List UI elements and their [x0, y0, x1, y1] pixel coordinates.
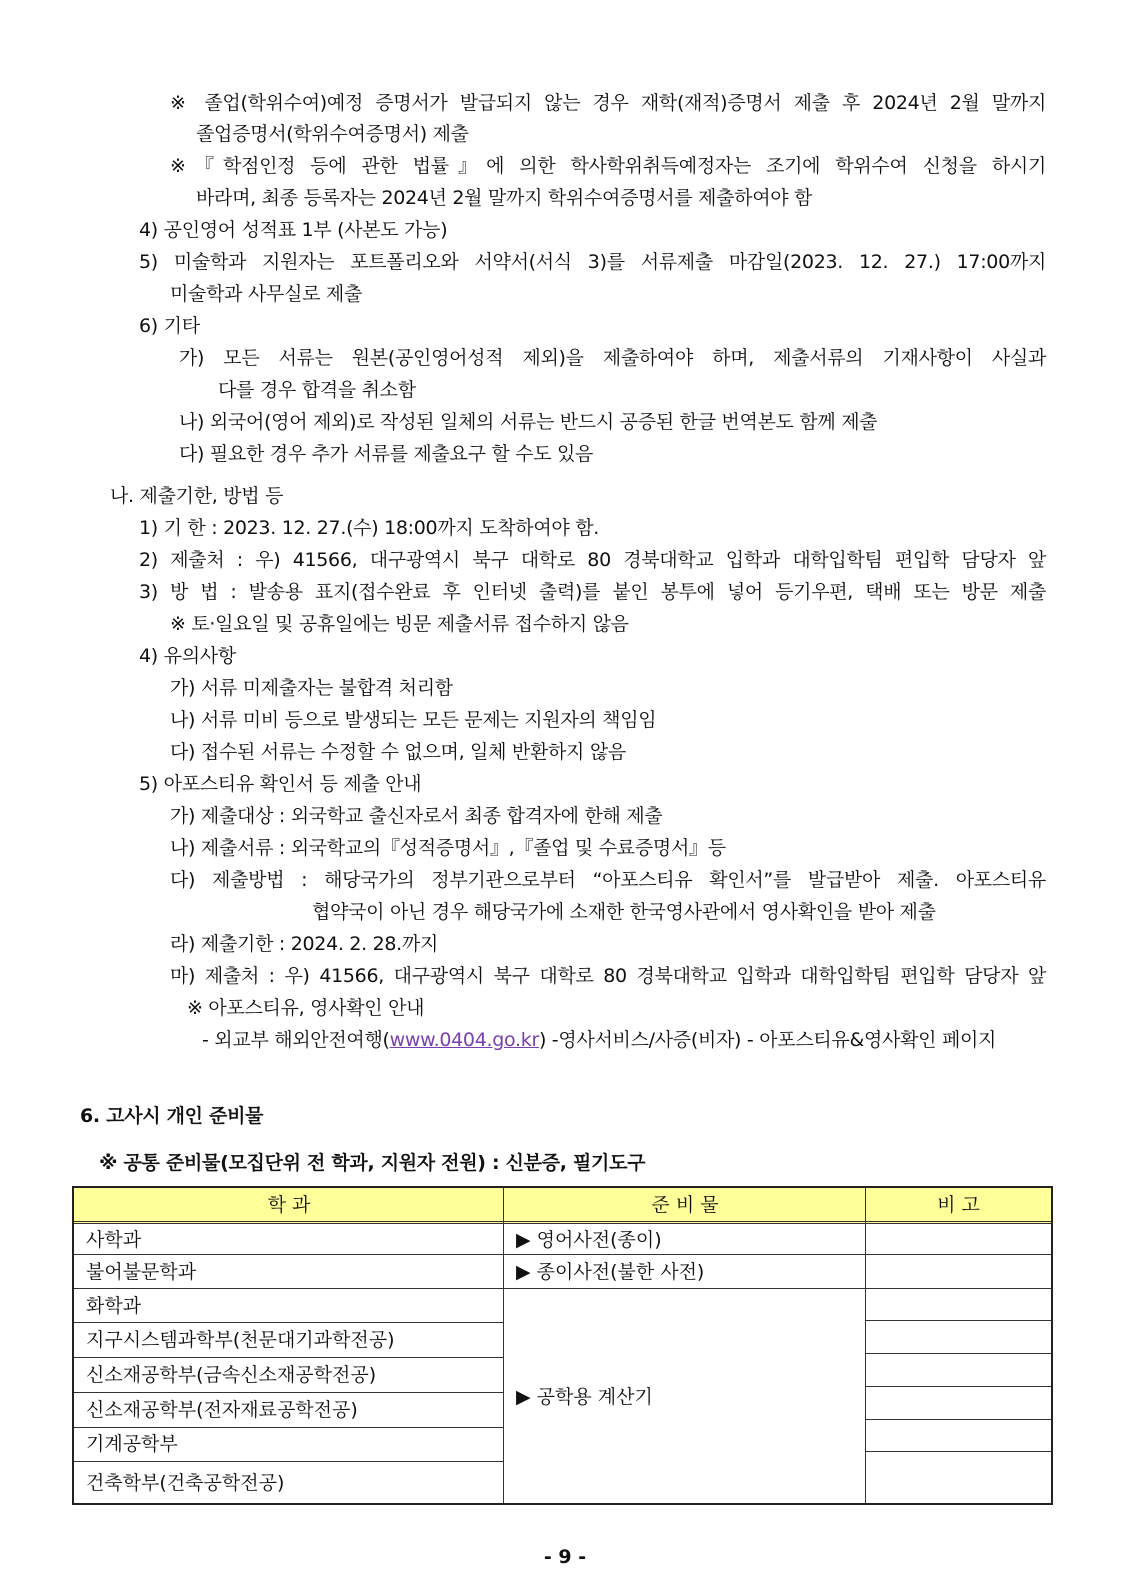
link-prefix: - 외교부 해외안전여행( [202, 1029, 390, 1051]
dept-electronic-materials: 신소재공학부(전자재료공학전공) [86, 1399, 358, 1421]
divider [865, 1188, 866, 1503]
row-line [74, 1392, 504, 1393]
header-department: 학 과 [74, 1188, 504, 1224]
caution-no-return: 다) 접수된 서류는 수정할 수 없으며, 일체 반환하지 않음 [170, 741, 626, 763]
dept-chemistry: 화학과 [86, 1295, 142, 1317]
row-line [74, 1288, 504, 1289]
apostille-info-link-line [202, 1027, 996, 1053]
dept-earth-system: 지구시스템과학부(천문대기과학전공) [86, 1329, 395, 1351]
dept-architecture: 건축학부(건축공학전공) [86, 1472, 285, 1494]
section-deadline-heading: 나. 제출기한, 방법 등 [110, 485, 284, 507]
row-line [74, 1357, 504, 1358]
apostille-deadline: 라) 제출기한 : 2024. 2. 28.까지 [170, 933, 439, 955]
apostille-info-note: ※ 아포스티유, 영사확인 안내 [187, 997, 425, 1019]
link-suffix: ) -영사서비스/사증(비자) - 아포스티유&영사확인 페이지 [538, 1029, 997, 1051]
apostille-heading: 5) 아포스티유 확인서 등 제출 안내 [139, 773, 422, 795]
deadline-method: 3) 방 법 : 발송용 표지(접수완료 후 인터넷 출력)를 붙인 봉투에 넣어 등기우편, 택배 또는 방문 제출 [139, 581, 1046, 603]
preparation-table [72, 1186, 1053, 1505]
dept-history: 사학과 [86, 1229, 142, 1251]
item-art-portfolio-cont: 미술학과 사무실로 제출 [170, 283, 363, 305]
row-line [504, 1254, 866, 1255]
other-original-docs: 가) 모든 서류는 원본(공인영어성적 제외)을 제출하여야 하며, 제출서류의 기재사항이 사실과 [179, 347, 1046, 369]
caution-responsibility: 나) 서류 미비 등으로 발생되는 모든 문제는 지원자의 책임임 [170, 709, 657, 731]
note-credit-recognition: ※『학점인정 등에 관한 법률』에 의한 학사학위취득예정자는 조기에 학위수여 신청을 하시기 [170, 155, 1046, 177]
item-art-portfolio: 5) 미술학과 지원자는 포트폴리오와 서약서(서식 3)를 서류제출 마감일(2023. 12. 27.) 17:00까지 [139, 251, 1046, 273]
other-additional-docs: 다) 필요한 경우 추가 서류를 제출요구 할 수도 있음 [179, 443, 594, 465]
note-graduation-certificate: ※ 졸업(학위수여)예정 증명서가 발급되지 않는 경우 재학(재적)증명서 제출 후 2024년 2월 말까지 [170, 92, 1046, 114]
row-line [504, 1288, 866, 1289]
row-line [866, 1353, 1051, 1354]
note-graduation-certificate-cont: 졸업증명서(학위수여증명서) 제출 [196, 123, 469, 145]
dept-french: 불어불문학과 [86, 1261, 197, 1283]
deadline-date: 1) 기 한 : 2023. 12. 27.(수) 18:00까지 도착하여야 함. [139, 517, 599, 539]
item-english-score: 4) 공인영어 성적표 1부 (사본도 가능) [139, 219, 448, 241]
other-foreign-translation: 나) 외국어(영어 제외)로 작성된 일체의 서류는 반드시 공증된 한글 번역본도 함께 제출 [179, 411, 878, 433]
row-line [866, 1419, 1051, 1420]
item-other: 6) 기타 [139, 315, 200, 337]
apostille-method: 다) 제출방법 : 해당국가의 정부기관으로부터 “아포스티유 확인서”를 발급받아 제출. 아포스티유 [170, 869, 1046, 891]
row-line [866, 1254, 1051, 1255]
mofa-link[interactable]: www.0404.go.kr [389, 1029, 539, 1051]
apostille-target: 가) 제출대상 : 외국학교 출신자로서 최종 합격자에 한해 제출 [170, 805, 663, 827]
dept-metal-materials: 신소재공학부(금속신소재공학전공) [86, 1364, 377, 1386]
row-line [74, 1254, 504, 1255]
deadline-weekend-note: ※ 토·일요일 및 공휴일에는 빙문 제출서류 접수하지 않음 [170, 613, 629, 635]
divider [503, 1188, 504, 1503]
apostille-address: 마) 제출처 : 우) 41566, 대구광역시 북구 대학로 80 경북대학교 입학과 대학입학팀 편입학 담당자 앞 [170, 965, 1046, 987]
row-line [866, 1320, 1051, 1321]
header-remarks: 비 고 [866, 1188, 1051, 1224]
caution-fail: 가) 서류 미제출자는 불합격 처리함 [170, 677, 453, 699]
header-items: 준 비 물 [504, 1188, 866, 1224]
cautions-heading: 4) 유의사항 [139, 645, 236, 667]
item-english-dictionary: ▶ 영어사전(종이) [516, 1229, 662, 1251]
dept-mechanical: 기계공학부 [86, 1433, 178, 1455]
deadline-address: 2) 제출처 : 우) 41566, 대구광역시 북구 대학로 80 경북대학교 입학과 대학입학팀 편입학 담당자 앞 [139, 549, 1046, 571]
row-line [74, 1461, 504, 1462]
apostille-documents: 나) 제출서류 : 외국학교의『성적증명서』,『졸업 및 수료증명서』등 [170, 837, 726, 859]
row-line [74, 1322, 504, 1323]
page-number: - 9 - [543, 1546, 587, 1568]
row-line [866, 1451, 1051, 1452]
section6-heading: 6. 고사시 개인 준비물 [80, 1105, 264, 1127]
item-french-dictionary: ▶ 종이사전(불한 사전) [516, 1261, 705, 1283]
row-line [866, 1386, 1051, 1387]
other-original-docs-cont: 다를 경우 합격을 취소함 [218, 379, 416, 401]
row-line [74, 1427, 504, 1428]
apostille-method-cont: 협약국이 아닌 경우 해당국가에 소재한 한국영사관에서 영사확인을 받아 제출 [312, 901, 936, 923]
note-credit-recognition-cont: 바라며, 최종 등록자는 2024년 2월 말까지 학위수여증명서를 제출하여야 함 [196, 187, 813, 209]
row-line [866, 1288, 1051, 1289]
section6-common-items: ※ 공통 준비물(모집단위 전 학과, 지원자 전원) : 신분증, 필기도구 [99, 1152, 646, 1174]
item-engineering-calculator: ▶ 공학용 계산기 [516, 1386, 653, 1408]
